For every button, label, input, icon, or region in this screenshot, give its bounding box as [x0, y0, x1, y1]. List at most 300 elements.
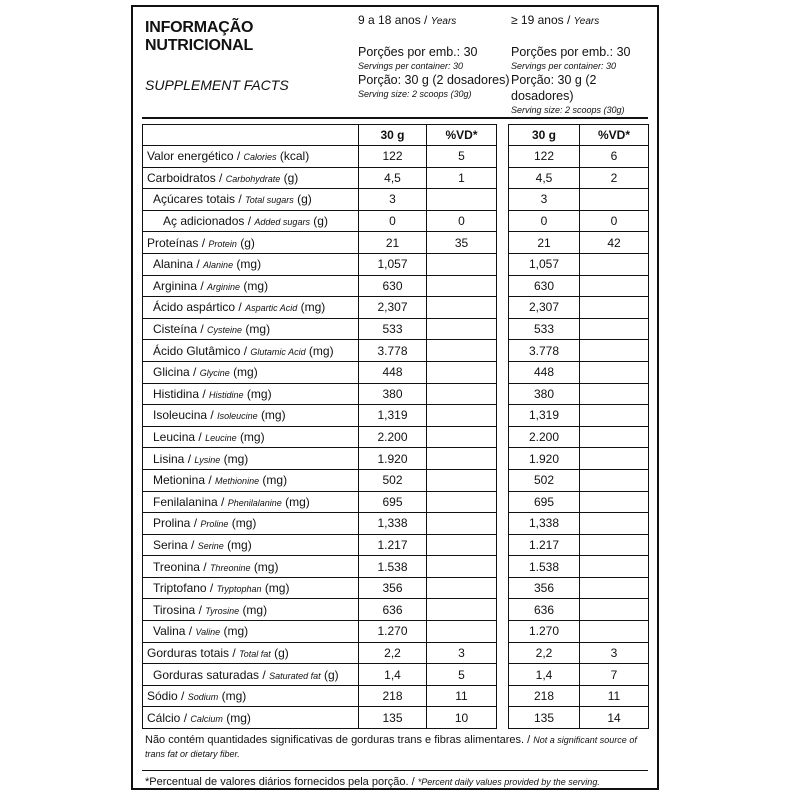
servings-per-container: Porções por emb.: 30 — [358, 45, 478, 59]
dv-19-plus — [580, 405, 649, 427]
dv-19-plus: 2 — [580, 167, 649, 189]
dv-19-plus — [580, 340, 649, 362]
nutrient-name-en: Leucine — [205, 433, 237, 444]
serving-size: Porção: 30 g (2 dosadores) — [511, 73, 597, 103]
nutrition-table — [142, 124, 649, 729]
nutrient-name-en: Total sugars — [245, 195, 294, 206]
nutrient-row — [143, 513, 649, 535]
nutrient-row — [143, 599, 649, 621]
dv-9-18: 3 — [427, 642, 497, 664]
dv-19-plus — [580, 297, 649, 319]
nutrient-unit: (mg) — [221, 689, 247, 704]
nutrient-name-pt: Ácido aspártico — [153, 300, 236, 315]
amount-19-plus: 1.920 — [509, 448, 580, 470]
amount-9-18: 695 — [359, 491, 427, 513]
column-gap — [497, 125, 509, 146]
nutrient-unit: (mg) — [233, 365, 258, 380]
nutrient-row — [143, 189, 649, 211]
serving-size-en: Serving size: 2 scoops (30g) — [511, 105, 625, 115]
nutrient-unit: (mg) — [223, 451, 249, 466]
header-blank — [143, 125, 359, 146]
dv-9-18 — [427, 599, 497, 621]
nutrient-unit: (mg) — [236, 257, 262, 272]
amount-19-plus: 2.200 — [509, 426, 580, 448]
nutrient-name-pt: Valina — [153, 624, 186, 639]
amount-9-18: 135 — [359, 707, 427, 729]
dv-9-18 — [427, 340, 497, 362]
dv-19-plus — [580, 491, 649, 513]
footnote-trans-fat: Não contém quantidades significativas de gorduras trans e fibras alimentares. / Not a significant source of trans fat or dietary fiber. — [145, 734, 637, 759]
nutrient-row — [143, 469, 649, 491]
amount-19-plus: 695 — [509, 491, 580, 513]
column-gap — [497, 556, 509, 578]
amount-9-18: 2,307 — [359, 297, 427, 319]
age-group: 9 a 18 anos / Years — [358, 13, 457, 27]
column-gap — [497, 405, 509, 427]
column-gap — [497, 340, 509, 362]
dv-9-18: 35 — [427, 232, 497, 254]
dv-19-plus — [580, 426, 649, 448]
column-gap — [497, 685, 509, 707]
dv-19-plus — [580, 448, 649, 470]
nutrient-name-en: Aspartic Acid — [245, 303, 298, 314]
nutrient-name-en: Alanine — [203, 260, 234, 271]
servings-per-container-en: Servings per container: 30 — [358, 61, 464, 71]
nutrient-name-pt: Treonina — [153, 559, 200, 574]
amount-9-18: 448 — [359, 361, 427, 383]
amount-9-18: 1.920 — [359, 448, 427, 470]
amount-19-plus: 4,5 — [509, 167, 580, 189]
nutrient-name-pt: Açúcares totais — [153, 192, 236, 207]
nutrient-name: Triptofano / Tryptophan (mg) — [143, 577, 359, 599]
nutrient-row — [143, 383, 649, 405]
nutrient-name-en: Arginine — [207, 281, 241, 292]
nutrient-name: Cisteína / Cysteine (mg) — [143, 318, 359, 340]
nutrient-name: Carboidratos / Carbohydrate (g) — [143, 167, 359, 189]
amount-19-plus: 1,057 — [509, 253, 580, 275]
amount-header: 30 g — [359, 125, 427, 146]
column-gap — [497, 426, 509, 448]
nutrient-unit: (mg) — [245, 322, 271, 337]
dv-19-plus — [580, 383, 649, 405]
dv-19-plus — [580, 577, 649, 599]
dv-9-18 — [427, 253, 497, 275]
nutrient-name: Proteínas / Protein (g) — [143, 232, 359, 254]
footer-divider — [142, 770, 648, 771]
amount-19-plus: 1,319 — [509, 405, 580, 427]
nutrient-name-pt: Gorduras saturadas — [153, 667, 260, 682]
nutrient-name-en: Protein — [208, 238, 237, 249]
nutrient-name-en: Serine — [197, 540, 224, 551]
nutrient-unit: (mg) — [308, 343, 334, 358]
amount-19-plus: 380 — [509, 383, 580, 405]
nutrient-name-en: Methionine — [215, 476, 260, 487]
nutrient-row — [143, 232, 649, 254]
column-gap — [497, 210, 509, 232]
nutrient-name-pt: Glicina — [153, 365, 190, 380]
nutrient-row — [143, 253, 649, 275]
column-gap — [497, 146, 509, 168]
nutrient-unit: (g) — [297, 192, 312, 207]
nutrient-name: Açúcares totais / Total sugars (g) — [143, 189, 359, 211]
age-range-en: Years — [430, 16, 457, 27]
nutrient-name: Ácido Glutâmico / Glutamic Acid (mg) — [143, 340, 359, 362]
column-gap — [497, 189, 509, 211]
dv-9-18 — [427, 275, 497, 297]
nutrient-name-en: Proline — [200, 519, 229, 530]
amount-9-18: 0 — [359, 210, 427, 232]
dv-9-18 — [427, 361, 497, 383]
amount-19-plus: 3.778 — [509, 340, 580, 362]
nutrient-row — [143, 318, 649, 340]
nutrient-name: Metionina / Methionine (mg) — [143, 469, 359, 491]
amount-19-plus: 2,2 — [509, 642, 580, 664]
table-header-row — [143, 125, 649, 146]
column-gap — [497, 599, 509, 621]
servings-per-container: Porções por emb.: 30 — [511, 45, 631, 59]
nutrient-name: Fenilalanina / Phenilalanine (mg) — [143, 491, 359, 513]
dv-19-plus: 0 — [580, 210, 649, 232]
footnote-text-en: Not a significant source of trans fat or dietary fiber. — [145, 735, 637, 759]
nutrient-name-en: Saturated fat — [269, 670, 321, 681]
nutrient-name-pt: Cálcio — [147, 710, 181, 725]
nutrient-name-pt: Leucina — [153, 430, 196, 445]
nutrient-unit: (mg) — [300, 300, 326, 315]
nutrient-name: Gorduras saturadas / Saturated fat (g) — [143, 664, 359, 686]
serving-size-en: Serving size: 2 scoops (30g) — [358, 89, 472, 99]
dv-19-plus — [580, 189, 649, 211]
label-title — [145, 19, 253, 55]
header-column-19-plus — [511, 13, 657, 116]
nutrient-name-pt: Serina — [153, 537, 188, 552]
nutrient-name-pt: Isoleucina — [153, 408, 208, 423]
amount-19-plus: 218 — [509, 685, 580, 707]
nutrient-name-pt: Fenilalanina — [153, 494, 218, 509]
column-gap — [497, 621, 509, 643]
nutrient-unit: (mg) — [260, 408, 286, 423]
nutrient-row — [143, 275, 649, 297]
column-gap — [497, 469, 509, 491]
nutrient-row — [143, 210, 649, 232]
amount-9-18: 356 — [359, 577, 427, 599]
dv-9-18 — [427, 469, 497, 491]
amount-9-18: 1.217 — [359, 534, 427, 556]
nutrient-name-en: Threonine — [209, 562, 251, 573]
nutrient-row — [143, 685, 649, 707]
nutrient-row — [143, 577, 649, 599]
amount-9-18: 3 — [359, 189, 427, 211]
nutrient-name-en: Sodium — [187, 692, 219, 703]
nutrient-name-pt: Histidina — [153, 386, 200, 401]
dv-9-18 — [427, 318, 497, 340]
dv-9-18: 10 — [427, 707, 497, 729]
nutrient-unit: (mg) — [226, 710, 251, 725]
amount-9-18: 1.270 — [359, 621, 427, 643]
nutrient-name: Gorduras totais / Total fat (g) — [143, 642, 359, 664]
nutrient-name: Valor energético / Calories (kcal) — [143, 146, 359, 168]
amount-9-18: 1,4 — [359, 664, 427, 686]
servings-per-container-en: Servings per container: 30 — [511, 61, 617, 71]
nutrient-name: Prolina / Proline (mg) — [143, 513, 359, 535]
column-gap — [497, 664, 509, 686]
nutrient-name-pt: Aç adicionados — [163, 214, 245, 229]
column-gap — [497, 448, 509, 470]
nutrient-name: Isoleucina / Isoleucine (mg) — [143, 405, 359, 427]
age-range: 9 a 18 anos — [358, 13, 421, 27]
amount-19-plus: 1.217 — [509, 534, 580, 556]
amount-19-plus: 1.538 — [509, 556, 580, 578]
nutrient-unit: (g) — [313, 214, 328, 229]
dv-note: *Percentual de valores diários fornecidos pela porção. — [145, 776, 409, 788]
nutrient-name-en: Added sugars — [254, 217, 310, 228]
column-gap — [497, 361, 509, 383]
dv-9-18 — [427, 621, 497, 643]
dv-9-18: 0 — [427, 210, 497, 232]
amount-9-18: 502 — [359, 469, 427, 491]
age-range: ≥ 19 anos — [511, 13, 564, 27]
amount-9-18: 1,338 — [359, 513, 427, 535]
nutrient-unit: (mg) — [242, 602, 268, 617]
header-divider — [142, 117, 648, 119]
column-gap — [497, 275, 509, 297]
column-gap — [497, 253, 509, 275]
amount-19-plus: 135 — [509, 707, 580, 729]
amount-9-18: 2.200 — [359, 426, 427, 448]
nutrient-name-pt: Metionina — [153, 473, 206, 488]
nutrient-name-en: Histidine — [209, 389, 244, 400]
column-gap — [497, 534, 509, 556]
nutrient-unit: (g) — [323, 667, 339, 682]
dv-19-plus — [580, 253, 649, 275]
column-gap — [497, 513, 509, 535]
label-subtitle: SUPPLEMENT FACTS — [145, 77, 289, 93]
dv-9-18 — [427, 405, 497, 427]
dv-19-plus: 11 — [580, 685, 649, 707]
dv-19-plus — [580, 556, 649, 578]
nutrient-row — [143, 297, 649, 319]
amount-19-plus: 636 — [509, 599, 580, 621]
dv-19-plus: 7 — [580, 664, 649, 686]
nutrient-name-en: Phenilalanine — [227, 497, 282, 508]
amount-19-plus: 1,338 — [509, 513, 580, 535]
dv-19-plus — [580, 599, 649, 621]
dv-9-18 — [427, 448, 497, 470]
nutrient-row — [143, 642, 649, 664]
dv-9-18 — [427, 426, 497, 448]
column-gap — [497, 491, 509, 513]
nutrient-name: Aç adicionados / Added sugars (g) — [143, 210, 359, 232]
nutrient-name-pt: Valor energético — [147, 149, 234, 164]
nutrient-name: Sódio / Sodium (mg) — [143, 685, 359, 707]
amount-19-plus: 630 — [509, 275, 580, 297]
nutrient-row — [143, 167, 649, 189]
dv-9-18: 5 — [427, 664, 497, 686]
header-column-9-18 — [358, 13, 509, 100]
dv-9-18: 5 — [427, 146, 497, 168]
title-line-2: NUTRICIONAL — [145, 37, 254, 54]
amount-9-18: 1,057 — [359, 253, 427, 275]
amount-header: 30 g — [509, 125, 580, 146]
column-gap — [497, 707, 509, 729]
age-group: ≥ 19 anos / Years — [511, 13, 600, 27]
nutrient-name: Cálcio / Calcium (mg) — [143, 707, 359, 729]
amount-19-plus: 122 — [509, 146, 580, 168]
nutrient-name: Glicina / Glycine (mg) — [143, 361, 359, 383]
nutrient-name: Ácido aspártico / Aspartic Acid (mg) — [143, 297, 359, 319]
nutrient-unit: (kcal) — [279, 149, 310, 164]
nutrient-row — [143, 361, 649, 383]
nutrient-unit: (mg) — [262, 473, 288, 488]
amount-9-18: 4,5 — [359, 167, 427, 189]
amount-19-plus: 0 — [509, 210, 580, 232]
dv-9-18: 11 — [427, 685, 497, 707]
column-gap — [497, 318, 509, 340]
nutrient-name: Treonina / Threonine (mg) — [143, 556, 359, 578]
nutrient-name: Histidina / Histidine (mg) — [143, 383, 359, 405]
nutrient-name-pt: Gorduras totais — [147, 645, 230, 660]
nutrient-row — [143, 664, 649, 686]
dv-9-18 — [427, 513, 497, 535]
nutrient-row — [143, 146, 649, 168]
nutrient-name-pt: Triptofano — [153, 581, 207, 596]
dv-header: %VD* — [580, 125, 649, 146]
nutrient-name-en: Tryptophan — [216, 584, 262, 595]
dv-19-plus: 3 — [580, 642, 649, 664]
column-gap — [497, 642, 509, 664]
dv-note-en: *Percent daily values provided by the serving. — [417, 777, 600, 787]
amount-9-18: 2,2 — [359, 642, 427, 664]
amount-19-plus: 21 — [509, 232, 580, 254]
nutrient-name: Valina / Valine (mg) — [143, 621, 359, 643]
nutrient-name-pt: Proteínas — [147, 235, 199, 250]
nutrient-unit: (mg) — [246, 386, 272, 401]
dv-19-plus — [580, 469, 649, 491]
dv-9-18 — [427, 297, 497, 319]
nutrient-row — [143, 491, 649, 513]
dv-9-18 — [427, 556, 497, 578]
column-gap — [497, 167, 509, 189]
nutrient-name-pt: Cisteína — [153, 322, 198, 337]
nutrient-row — [143, 426, 649, 448]
dv-19-plus: 14 — [580, 707, 649, 729]
dv-9-18 — [427, 534, 497, 556]
amount-9-18: 21 — [359, 232, 427, 254]
nutrient-name-en: Glycine — [199, 368, 230, 379]
nutrient-name-pt: Carboidratos — [147, 170, 216, 185]
nutrient-name-en: Cysteine — [207, 325, 243, 336]
amount-9-18: 533 — [359, 318, 427, 340]
nutrient-name-en: Isoleucine — [217, 411, 258, 422]
amount-9-18: 636 — [359, 599, 427, 621]
amount-19-plus: 533 — [509, 318, 580, 340]
nutrient-name: Arginina / Arginine (mg) — [143, 275, 359, 297]
dv-19-plus — [580, 621, 649, 643]
title-line-1: INFORMAÇÃO — [145, 19, 254, 36]
column-gap — [497, 297, 509, 319]
amount-9-18: 218 — [359, 685, 427, 707]
nutrient-name-en: Carbohydrate — [225, 173, 281, 184]
amount-19-plus: 1,4 — [509, 664, 580, 686]
nutrient-name: Leucina / Leucine (mg) — [143, 426, 359, 448]
amount-19-plus: 1.270 — [509, 621, 580, 643]
nutrient-row — [143, 556, 649, 578]
nutrient-name: Tirosina / Tyrosine (mg) — [143, 599, 359, 621]
serving-size: Porção: 30 g (2 dosadores) — [358, 73, 510, 87]
nutrient-name-en: Calories — [243, 152, 277, 163]
nutrient-row — [143, 534, 649, 556]
amount-9-18: 630 — [359, 275, 427, 297]
nutrient-name-en: Calcium — [190, 713, 223, 724]
nutrient-name-en: Glutamic Acid — [250, 346, 306, 357]
nutrient-row — [143, 448, 649, 470]
amount-9-18: 1.538 — [359, 556, 427, 578]
dv-19-plus: 6 — [580, 146, 649, 168]
nutrient-name-pt: Alanina — [153, 257, 194, 272]
dv-19-plus — [580, 318, 649, 340]
amount-9-18: 380 — [359, 383, 427, 405]
column-gap — [497, 577, 509, 599]
nutrient-unit: (g) — [274, 645, 289, 660]
amount-19-plus: 448 — [509, 361, 580, 383]
nutrient-unit: (mg) — [223, 624, 249, 639]
nutrient-unit: (g) — [240, 235, 255, 250]
dv-19-plus — [580, 361, 649, 383]
column-gap — [497, 383, 509, 405]
nutrient-unit: (mg) — [239, 430, 265, 445]
footnote-daily-values: *Percentual de valores diários fornecidos pela porção. / *Percent daily values provided by the serving. — [145, 776, 600, 788]
amount-9-18: 122 — [359, 146, 427, 168]
age-range-en: Years — [573, 16, 600, 27]
column-gap — [497, 232, 509, 254]
amount-19-plus: 3 — [509, 189, 580, 211]
dv-9-18 — [427, 383, 497, 405]
nutrient-name-en: Tyrosine — [205, 605, 240, 616]
footnote-text: Não contém quantidades significativas de gorduras trans e fibras alimentares. — [145, 734, 525, 746]
dv-19-plus — [580, 513, 649, 535]
amount-19-plus: 2,307 — [509, 297, 580, 319]
nutrient-name: Serina / Serine (mg) — [143, 534, 359, 556]
nutrient-name-pt: Ácido Glutâmico — [153, 343, 241, 358]
nutrient-name: Lisina / Lysine (mg) — [143, 448, 359, 470]
dv-9-18: 1 — [427, 167, 497, 189]
nutrient-name-en: Valine — [195, 627, 221, 638]
nutrient-row — [143, 621, 649, 643]
nutrient-name-pt: Prolina — [153, 516, 191, 531]
amount-19-plus: 502 — [509, 469, 580, 491]
nutrition-label — [131, 5, 659, 790]
nutrient-row — [143, 707, 649, 729]
nutrient-name-pt: Tirosina — [153, 602, 196, 617]
nutrient-unit: (mg) — [227, 537, 252, 552]
nutrient-name-pt: Sódio — [147, 689, 178, 704]
dv-19-plus: 42 — [580, 232, 649, 254]
nutrient-unit: (mg) — [231, 516, 257, 531]
nutrient-unit: (mg) — [253, 559, 279, 574]
dv-9-18 — [427, 189, 497, 211]
dv-9-18 — [427, 577, 497, 599]
dv-19-plus — [580, 275, 649, 297]
dv-9-18 — [427, 491, 497, 513]
nutrient-name-pt: Arginina — [153, 278, 198, 293]
nutrient-name-en: Total fat — [239, 648, 271, 659]
nutrient-name: Alanina / Alanine (mg) — [143, 253, 359, 275]
nutrient-unit: (g) — [283, 170, 299, 185]
amount-9-18: 3.778 — [359, 340, 427, 362]
nutrient-name-pt: Lisina — [153, 451, 185, 466]
nutrient-name-en: Lysine — [194, 454, 221, 465]
dv-header: %VD* — [427, 125, 497, 146]
nutrient-row — [143, 340, 649, 362]
